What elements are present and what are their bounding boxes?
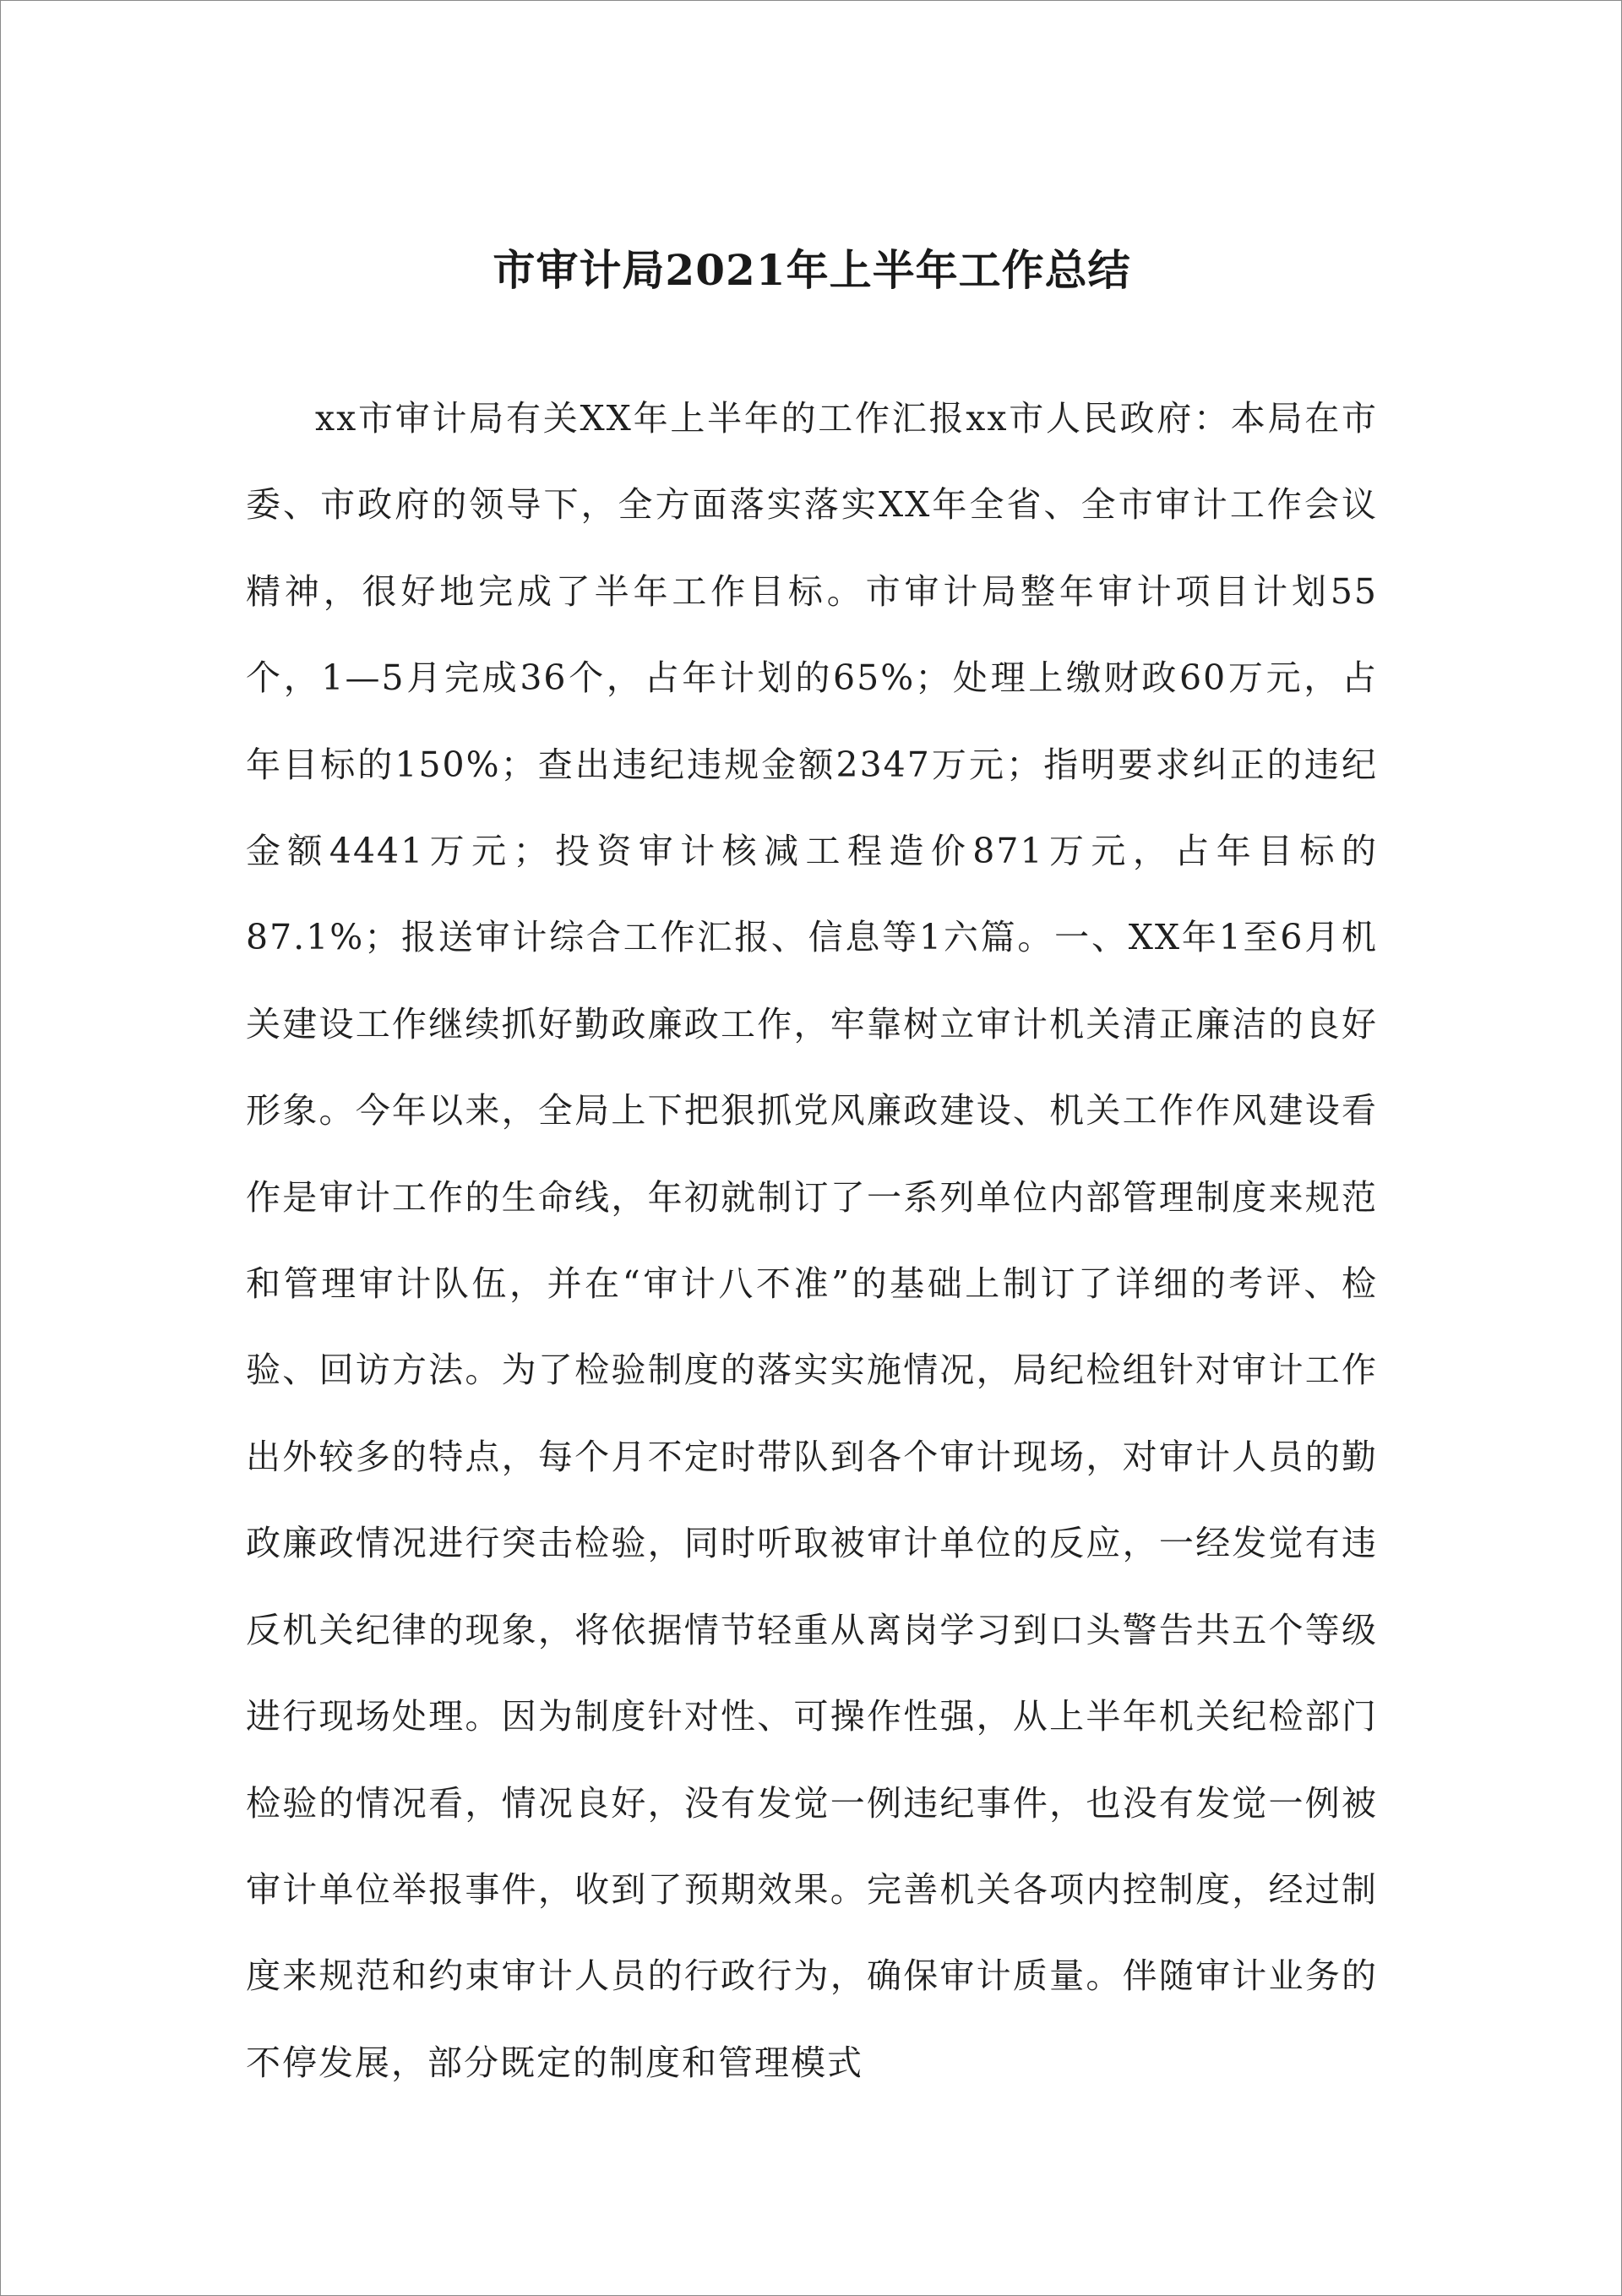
- document-body-paragraph: xx市审计局有关XX年上半年的工作汇报xx市人民政府：本局在市委、市政府的领导下，全方面落实落实XX年全省、全市审计工作会议精神，很好地完成了半年工作目标。市审计局整年审计项目计划55个，1—5月完成36个，占年计划的65%；处理上缴财政60万元，占年目标的150%；查出违纪违规金额2347万元；指明要求纠正的违纪金额4441万元；投资审计核减工程造价871万元，占年目标的87.1%；报送审计综合工作汇报、信息等1六篇。一、XX年1至6月机关建设工作继续抓好勤政廉政工作，牢靠树立审计机关清正廉洁的良好形象。今年以来，全局上下把狠抓党风廉政建设、机关工作作风建设看作是审计工作的生命线，年初就制订了一系列单位内部管理制度来规范和管理审计队伍，并在“审计八不准”的基础上制订了详细的考评、检验、回访方法。为了检验制度的落实实施情况，局纪检组针对审计工作出外较多的特点，每个月不定时带队到各个审计现场，对审计人员的勤政廉政情况进行突击检验，同时听取被审计单位的反应，一经发觉有违反机关纪律的现象，将依据情节轻重从离岗学习到口头警告共五个等级进行现场处理。因为制度针对性、可操作性强，从上半年机关纪检部门检验的情况看，情况良好，没有发觉一例违纪事件，也没有发觉一例被审计单位举报事件，收到了预期效果。完善机关各项内控制度，经过制度来规范和约束审计人员的行政行为，确保审计质量。伴随审计业务的不停发展，部分既定的制度和管理模式: [246, 398, 1378, 2083]
- document-title: 市审计局2021年上半年工作总结: [493, 244, 1131, 295]
